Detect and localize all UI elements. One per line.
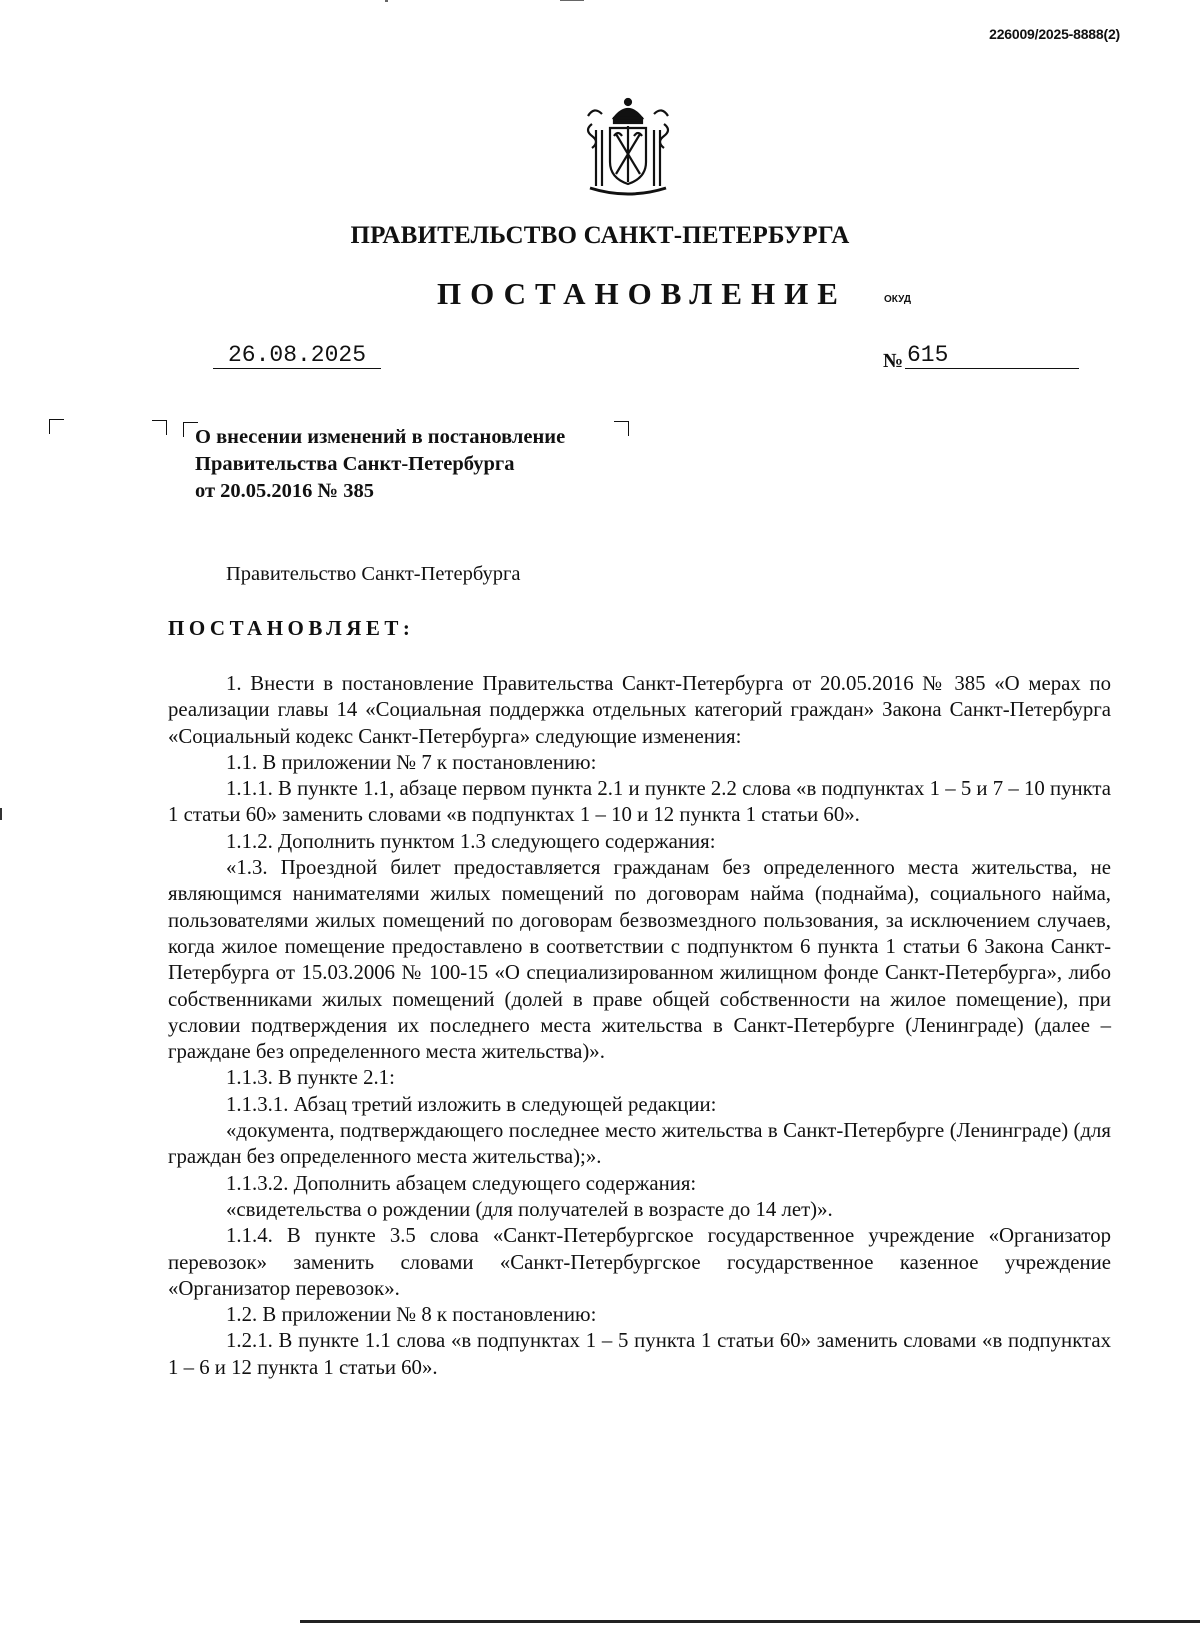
document-number: 615 xyxy=(905,342,1079,369)
number-prefix: № xyxy=(883,350,904,372)
document-type-title: ПОСТАНОВЛЕНИЕ xyxy=(437,276,847,311)
paragraph: «свидетельства о рождении (для получателей в возрасте до 14 лет)». xyxy=(226,1197,833,1221)
paragraph: 1.1.3.2. Дополнить абзацем следующего содержания: xyxy=(226,1171,697,1195)
paragraph: «документа, подтверждающего последнее место жительства в Санкт-Петербурге (Ленинграде) (для граждан без определенного места жительства);». xyxy=(168,1119,1111,1169)
page-bottom-border xyxy=(300,1620,1200,1623)
paragraph: 1.1.4. В пункте 3.5 слова «Санкт-Петербургское государственное учреждение «Организатор перевозок» заменить словами «Санкт-Петербургское государственное казенное учреждение «Организатор перевозок». xyxy=(168,1224,1111,1300)
scan-artifact xyxy=(385,0,388,2)
resolves-heading: ПОСТАНОВЛЯЕТ: xyxy=(168,616,415,640)
preamble: Правительство Санкт-Петербурга xyxy=(226,563,521,585)
government-title: ПРАВИТЕЛЬСТВО САНКТ-ПЕТЕРБУРГА xyxy=(350,222,850,249)
okud-label: ОКУД xyxy=(884,294,911,305)
coat-of-arms-icon xyxy=(578,96,678,200)
paragraph: 1.2.1. В пункте 1.1 слова «в подпунктах 1 – 5 пункта 1 статьи 60» заменить словами «в подпунктах 1 – 6 и 12 пункта 1 статьи 60». xyxy=(168,1329,1111,1379)
scan-artifact xyxy=(0,808,2,820)
paragraph: 1.1.2. Дополнить пунктом 1.3 следующего содержания: xyxy=(226,829,716,853)
bracket-mark xyxy=(614,421,629,436)
document-date: 26.08.2025 xyxy=(213,342,381,369)
bracket-mark xyxy=(152,420,167,435)
paragraph: 1.1.3.1. Абзац третий изложить в следующей редакции: xyxy=(226,1092,717,1116)
bracket-mark xyxy=(49,419,64,434)
document-body xyxy=(168,671,1111,1381)
paragraph: 1.1.3. В пункте 2.1: xyxy=(226,1066,395,1090)
registration-number: 226009/2025-8888(2) xyxy=(989,26,1120,42)
paragraph: 1. Внести в постановление Правительства Санкт-Петербурга от 20.05.2016 № 385 «О мерах по реализации главы 14 «Социальная поддержка отдельных категорий граждан» Закона Санкт-Петербурга «Социальный кодекс Санкт-Петербурга» следующие изменения: xyxy=(168,672,1111,748)
subject-line: Правительства Санкт-Петербурга xyxy=(195,453,515,475)
paragraph: 1.1. В приложении № 7 к постановлению: xyxy=(226,750,597,774)
paragraph: 1.1.1. В пункте 1.1, абзаце первом пункта 2.1 и пункте 2.2 слова «в подпунктах 1 – 5 и 7 – 10 пункта 1 статьи 60» заменить словами «в подпунктах 1 – 10 и 12 пункта 1 статьи 60». xyxy=(168,777,1112,827)
scan-artifact xyxy=(560,0,584,1)
paragraph: «1.3. Проездной билет предоставляется гражданам без определенного места жительства, не являющимся нанимателями жилых помещений по договорам найма (поднайма), социального найма, пользователями жилых помещений по договорам безвозмездного пользования, за исключением случаев, когда жилое помещение предоставлено в соответствии с подпунктом 6 пункта 1 статьи 6 Закона Санкт-Петербурга от 15.03.2006 № 100-15 «О специализированном жилищном фонде Санкт-Петербурга», либо собственниками жилых помещений (долей в праве общей собственности на жилое помещение), при условии подтверждения их последнего места жительства в Санкт-Петербурге (Ленинграде) (далее – граждане без определенного места жительства)». xyxy=(168,856,1111,1064)
subject-line: от 20.05.2016 № 385 xyxy=(195,480,375,502)
document-subject xyxy=(195,424,565,505)
subject-line: О внесении изменений в постановление xyxy=(195,426,566,448)
paragraph: 1.2. В приложении № 8 к постановлению: xyxy=(226,1303,597,1327)
